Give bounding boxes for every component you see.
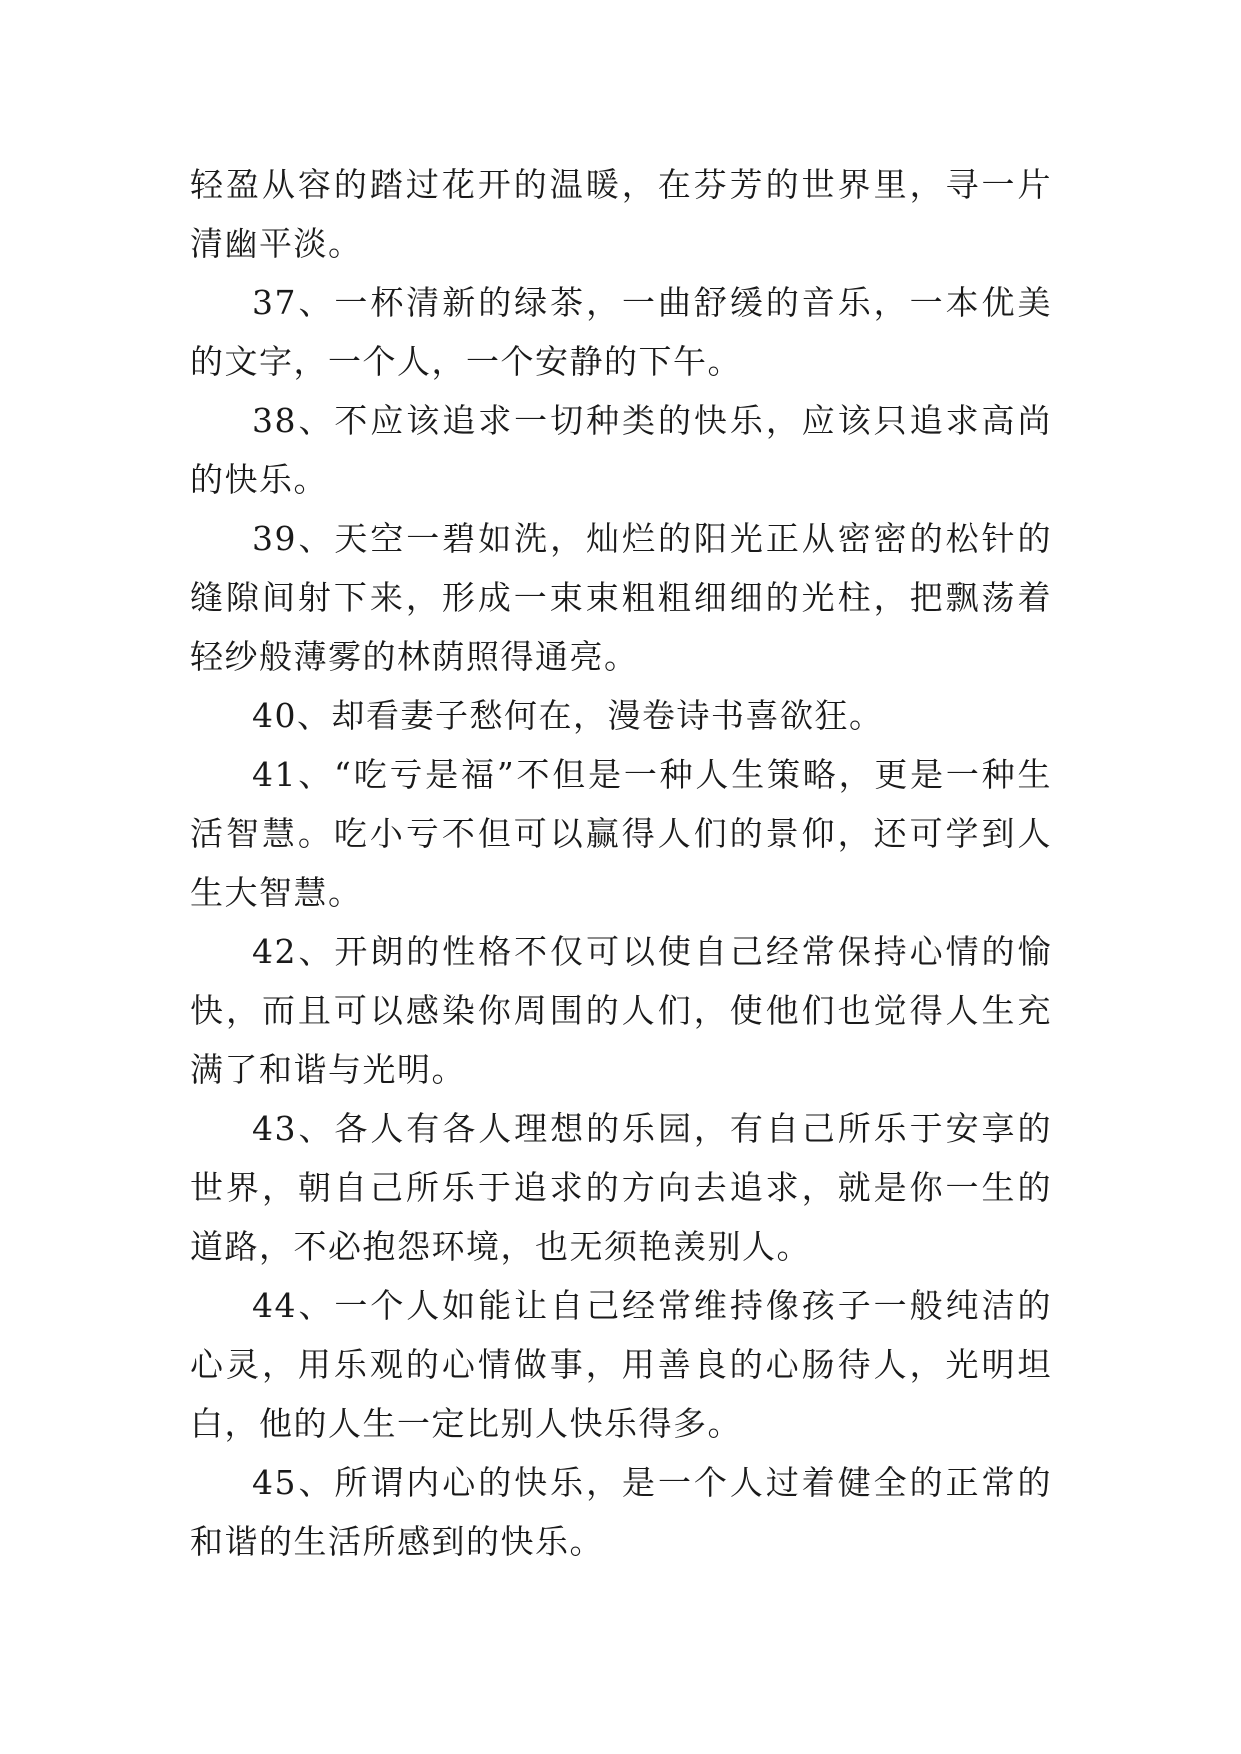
paragraph-38: 38、不应该追求一切种类的快乐，应该只追求高尚的快乐。: [190, 401, 1052, 499]
paragraph-37: 37、一杯清新的绿茶，一曲舒缓的音乐，一本优美的文字，一个人，一个安静的下午。: [190, 283, 1052, 381]
paragraph-42: 42、开朗的性格不仅可以使自己经常保持心情的愉快，而且可以感染你周围的人们，使他们也觉得人生充满了和谐与光明。: [190, 932, 1052, 1089]
paragraph-41: 41、“吃亏是福”不但是一种人生策略，更是一种生活智慧。吃小亏不但可以赢得人们的景仰，还可学到人生大智慧。: [190, 755, 1052, 912]
paragraph-44: 44、一个人如能让自己经常维持像孩子一般纯洁的心灵，用乐观的心情做事，用善良的心肠待人，光明坦白，他的人生一定比别人快乐得多。: [190, 1286, 1052, 1443]
paragraph-40: 40、却看妻子愁何在，漫卷诗书喜欲狂。: [252, 696, 884, 735]
paragraph-continuation: 轻盈从容的踏过花开的温暖，在芬芳的世界里，寻一片清幽平淡。: [190, 165, 1052, 263]
paragraph-39: 39、天空一碧如洗，灿烂的阳光正从密密的松针的缝隙间射下来，形成一束束粗粗细细的光柱，把飘荡着轻纱般薄雾的林荫照得通亮。: [190, 519, 1052, 676]
document-body: [190, 155, 1052, 1571]
paragraph-43: 43、各人有各人理想的乐园，有自己所乐于安享的世界，朝自己所乐于追求的方向去追求，就是你一生的道路，不必抱怨环境，也无须艳羡别人。: [190, 1109, 1052, 1266]
paragraph-45: 45、所谓内心的快乐，是一个人过着健全的正常的和谐的生活所感到的快乐。: [190, 1463, 1052, 1561]
